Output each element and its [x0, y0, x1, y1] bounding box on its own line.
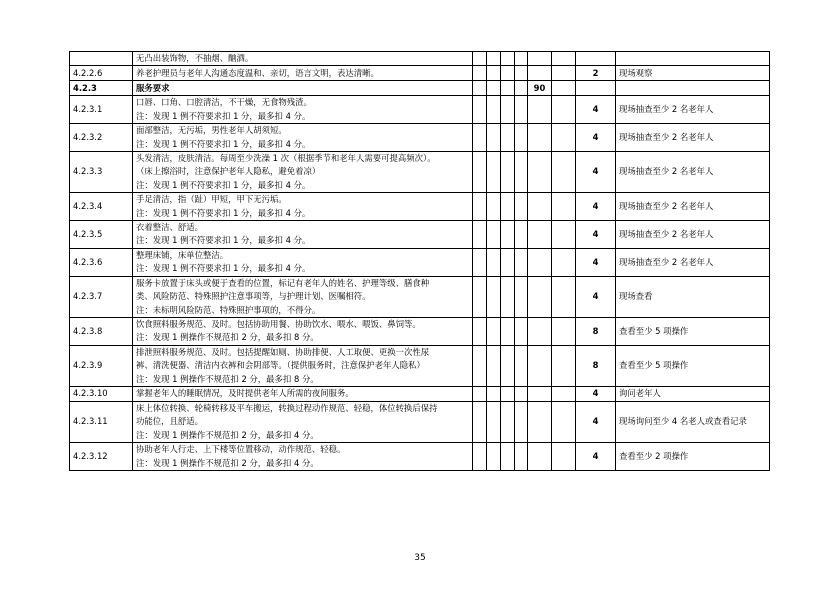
item-content [133, 66, 473, 81]
total-score [528, 317, 552, 345]
content-line: 协助老年人行走、上下楼等位置移动，动作规范、轻稳。 [136, 444, 346, 455]
table-row [70, 443, 770, 471]
item-score: 4 [576, 401, 616, 442]
item-code: 4.2.3.1 [70, 96, 133, 124]
item-code: 4.2.3.4 [70, 193, 133, 221]
blank-cell [515, 221, 528, 249]
item-score [576, 81, 616, 96]
content-line: 注：发现 1 例不符要求扣 1 分，最多扣 4 分。 [136, 263, 311, 274]
check-method: 现场抽查至少 2 名老年人 [616, 152, 770, 193]
content-line: 饮食照料服务规范、及时。包括协助用餐、协助饮水、喂水、喂饭、鼻饲等。 [136, 318, 421, 329]
blank-cell [487, 193, 501, 221]
blank-cell [487, 345, 501, 386]
item-content [133, 81, 473, 96]
item-code: 4.2.3.2 [70, 124, 133, 152]
total-score [528, 276, 552, 317]
item-score: 4 [576, 124, 616, 152]
table-row [70, 401, 770, 442]
table-row [70, 52, 770, 66]
item-code: 4.2.3.3 [70, 152, 133, 193]
blank-cell [552, 317, 576, 345]
table-row [70, 248, 770, 276]
total-score [528, 248, 552, 276]
blank-cell [552, 276, 576, 317]
item-score: 4 [576, 248, 616, 276]
blank-cell [501, 52, 515, 66]
blank-cell [473, 66, 487, 81]
table-row [70, 96, 770, 124]
item-score: 4 [576, 193, 616, 221]
blank-cell [487, 248, 501, 276]
content-line: 床上体位转换、轮椅转移及平车搬运，转换过程动作规范、轻稳，体位转换后保持 [136, 402, 438, 413]
content-line: 养老护理员与老年人沟通态度温和、亲切，语言文明，表达清晰。 [136, 67, 379, 78]
table-row [70, 66, 770, 81]
check-method: 查看至少 2 项操作 [616, 443, 770, 471]
blank-cell [487, 221, 501, 249]
item-content [133, 52, 473, 66]
blank-cell [487, 96, 501, 124]
table-row [70, 81, 770, 96]
content-line: 注：发现 1 例操作不规范扣 2 分，最多扣 8 分。 [136, 332, 319, 343]
total-score [528, 345, 552, 386]
blank-cell [473, 248, 487, 276]
total-score [528, 52, 552, 66]
total-score: 90 [528, 81, 552, 96]
content-line: 排泄照料服务规范、及时。包括提醒如厕、协助排便、人工取便、更换一次性尿 [136, 346, 430, 357]
content-line: 服务卡放置于床头或便于查看的位置，标记有老年人的姓名、护理等级、膳食种 [136, 277, 430, 288]
blank-cell [501, 221, 515, 249]
check-method: 现场抽查至少 2 名老年人 [616, 221, 770, 249]
blank-cell [501, 193, 515, 221]
total-score [528, 221, 552, 249]
blank-cell [515, 317, 528, 345]
table-row [70, 317, 770, 345]
blank-cell [487, 386, 501, 401]
content-line: 无凸出装饰物，不抽烟、酗酒。 [136, 53, 254, 63]
content-line: 裤、清洗便器、清洁内衣裤和会阴部等。（提供服务时，注意保护老年人隐私） [136, 360, 425, 371]
blank-cell [515, 386, 528, 401]
blank-cell [552, 52, 576, 66]
content-line: 头发清洁，皮肤清洁。每周至少洗澡 1 次（根据季节和老年人需要可提高频次）。 [136, 153, 436, 164]
item-score: 8 [576, 317, 616, 345]
blank-cell [473, 81, 487, 96]
blank-cell [473, 345, 487, 386]
content-line: 口唇、口角、口腔清洁，不干燥，无食物残渣。 [136, 97, 312, 108]
check-method [616, 52, 770, 66]
content-line: 掌握老年人的睡眠情况，及时提供老年人所需的夜间服务。 [136, 388, 354, 399]
blank-cell [487, 152, 501, 193]
item-score: 4 [576, 276, 616, 317]
content-line: 注：发现 1 例不符要求扣 1 分，最多扣 4 分。 [136, 110, 311, 121]
blank-cell [515, 152, 528, 193]
blank-cell [552, 96, 576, 124]
blank-cell [515, 52, 528, 66]
content-line: 注：发现 1 例不符要求扣 1 分，最多扣 4 分。 [136, 207, 311, 218]
item-content [133, 193, 473, 221]
blank-cell [473, 52, 487, 66]
blank-cell [515, 345, 528, 386]
check-method: 现场查看 [616, 276, 770, 317]
content-line: 整理床铺，床单位整洁。 [136, 249, 229, 260]
item-code: 4.2.3.8 [70, 317, 133, 345]
total-score [528, 124, 552, 152]
item-score: 4 [576, 221, 616, 249]
blank-cell [501, 124, 515, 152]
content-line: （床上擦浴时，注意保护老年人隐私，避免着凉） [136, 166, 321, 177]
item-code: 4.2.2.6 [70, 66, 133, 81]
check-method: 现场抽查至少 2 名老年人 [616, 124, 770, 152]
blank-cell [552, 81, 576, 96]
blank-cell [501, 276, 515, 317]
blank-cell [501, 152, 515, 193]
item-score: 4 [576, 443, 616, 471]
blank-cell [501, 317, 515, 345]
blank-cell [501, 66, 515, 81]
table-row [70, 345, 770, 386]
table-row [70, 276, 770, 317]
blank-cell [552, 345, 576, 386]
check-method: 查看至少 5 项操作 [616, 345, 770, 386]
item-score: 2 [576, 66, 616, 81]
blank-cell [515, 66, 528, 81]
blank-cell [552, 66, 576, 81]
item-content [133, 124, 473, 152]
table-row [70, 221, 770, 249]
blank-cell [552, 221, 576, 249]
item-content [133, 345, 473, 386]
blank-cell [501, 81, 515, 96]
blank-cell [501, 443, 515, 471]
blank-cell [515, 401, 528, 442]
blank-cell [501, 96, 515, 124]
blank-cell [515, 443, 528, 471]
blank-cell [552, 124, 576, 152]
blank-cell [501, 386, 515, 401]
content-line: 注：发现 1 例操作不规范扣 2 分，最多扣 4 分。 [136, 429, 319, 440]
item-content [133, 401, 473, 442]
total-score [528, 152, 552, 193]
blank-cell [552, 193, 576, 221]
blank-cell [473, 401, 487, 442]
item-score: 4 [576, 96, 616, 124]
content-line: 注：发现 1 例不符要求扣 1 分，最多扣 4 分。 [136, 138, 311, 149]
total-score [528, 66, 552, 81]
blank-cell [515, 193, 528, 221]
blank-cell [487, 81, 501, 96]
total-score [528, 193, 552, 221]
table-body [70, 52, 770, 471]
blank-cell [515, 276, 528, 317]
blank-cell [552, 443, 576, 471]
content-line: 类、风险防范、特殊照护注意事项等，与护理计划、医嘱相符。 [136, 291, 371, 302]
check-method: 现场抽查至少 2 名老年人 [616, 248, 770, 276]
content-line: 服务要求 [136, 82, 170, 93]
item-score: 4 [576, 386, 616, 401]
item-content [133, 221, 473, 249]
total-score [528, 401, 552, 442]
blank-cell [473, 152, 487, 193]
assessment-table [69, 51, 770, 471]
table-row [70, 124, 770, 152]
blank-cell [501, 345, 515, 386]
item-score: 8 [576, 345, 616, 386]
blank-cell [487, 401, 501, 442]
content-line: 功能位，且舒适。 [136, 416, 203, 427]
content-line: 手足清洁，指（趾）甲短，甲下无污垢。 [136, 194, 287, 205]
item-content [133, 96, 473, 124]
blank-cell [487, 276, 501, 317]
item-score: 4 [576, 152, 616, 193]
blank-cell [487, 443, 501, 471]
check-method: 查看至少 5 项操作 [616, 317, 770, 345]
table-row [70, 152, 770, 193]
blank-cell [552, 386, 576, 401]
item-content [133, 276, 473, 317]
blank-cell [473, 96, 487, 124]
blank-cell [487, 66, 501, 81]
item-code: 4.2.3.5 [70, 221, 133, 249]
check-method: 现场抽查至少 2 名老年人 [616, 96, 770, 124]
item-code: 4.2.3.11 [70, 401, 133, 442]
check-method: 现场抽查至少 2 名老年人 [616, 193, 770, 221]
blank-cell [515, 96, 528, 124]
blank-cell [473, 317, 487, 345]
blank-cell [515, 248, 528, 276]
content-line: 注：发现 1 例操作不规范扣 2 分，最多扣 4 分。 [136, 457, 319, 468]
item-content [133, 248, 473, 276]
table-row [70, 386, 770, 401]
blank-cell [515, 81, 528, 96]
blank-cell [552, 152, 576, 193]
content-line: 注：未标明风险防范、特殊照护事项的，不得分。 [136, 304, 321, 315]
item-content [133, 152, 473, 193]
item-code: 4.2.3.6 [70, 248, 133, 276]
total-score [528, 443, 552, 471]
check-method: 询问老年人 [616, 386, 770, 401]
check-method [616, 81, 770, 96]
blank-cell [487, 124, 501, 152]
blank-cell [501, 401, 515, 442]
item-content [133, 443, 473, 471]
blank-cell [552, 401, 576, 442]
total-score [528, 96, 552, 124]
item-code: 4.2.3 [70, 81, 133, 96]
item-score [576, 52, 616, 66]
check-method: 现场询问至少 4 名老人或查看记录 [616, 401, 770, 442]
blank-cell [501, 248, 515, 276]
item-code: 4.2.3.7 [70, 276, 133, 317]
item-code: 4.2.3.9 [70, 345, 133, 386]
content-line: 面部整洁，无污垢，男性老年人胡须短。 [136, 125, 287, 136]
item-content [133, 386, 473, 401]
total-score [528, 386, 552, 401]
table-row [70, 193, 770, 221]
blank-cell [473, 221, 487, 249]
content-line: 注：发现 1 例不符要求扣 1 分，最多扣 4 分。 [136, 179, 311, 190]
item-code [70, 52, 133, 66]
blank-cell [473, 386, 487, 401]
blank-cell [515, 124, 528, 152]
blank-cell [487, 52, 501, 66]
check-method: 现场观察 [616, 66, 770, 81]
blank-cell [552, 248, 576, 276]
item-content [133, 317, 473, 345]
content-line: 注：发现 1 例操作不规范扣 2 分，最多扣 8 分。 [136, 373, 319, 384]
blank-cell [487, 317, 501, 345]
item-code: 4.2.3.12 [70, 443, 133, 471]
page-number: 35 [414, 553, 426, 563]
blank-cell [473, 276, 487, 317]
content-line: 衣着整洁、舒适。 [136, 222, 203, 233]
blank-cell [473, 193, 487, 221]
blank-cell [473, 443, 487, 471]
blank-cell [473, 124, 487, 152]
item-code: 4.2.3.10 [70, 386, 133, 401]
content-line: 注：发现 1 例不符要求扣 1 分，最多扣 4 分。 [136, 235, 311, 246]
